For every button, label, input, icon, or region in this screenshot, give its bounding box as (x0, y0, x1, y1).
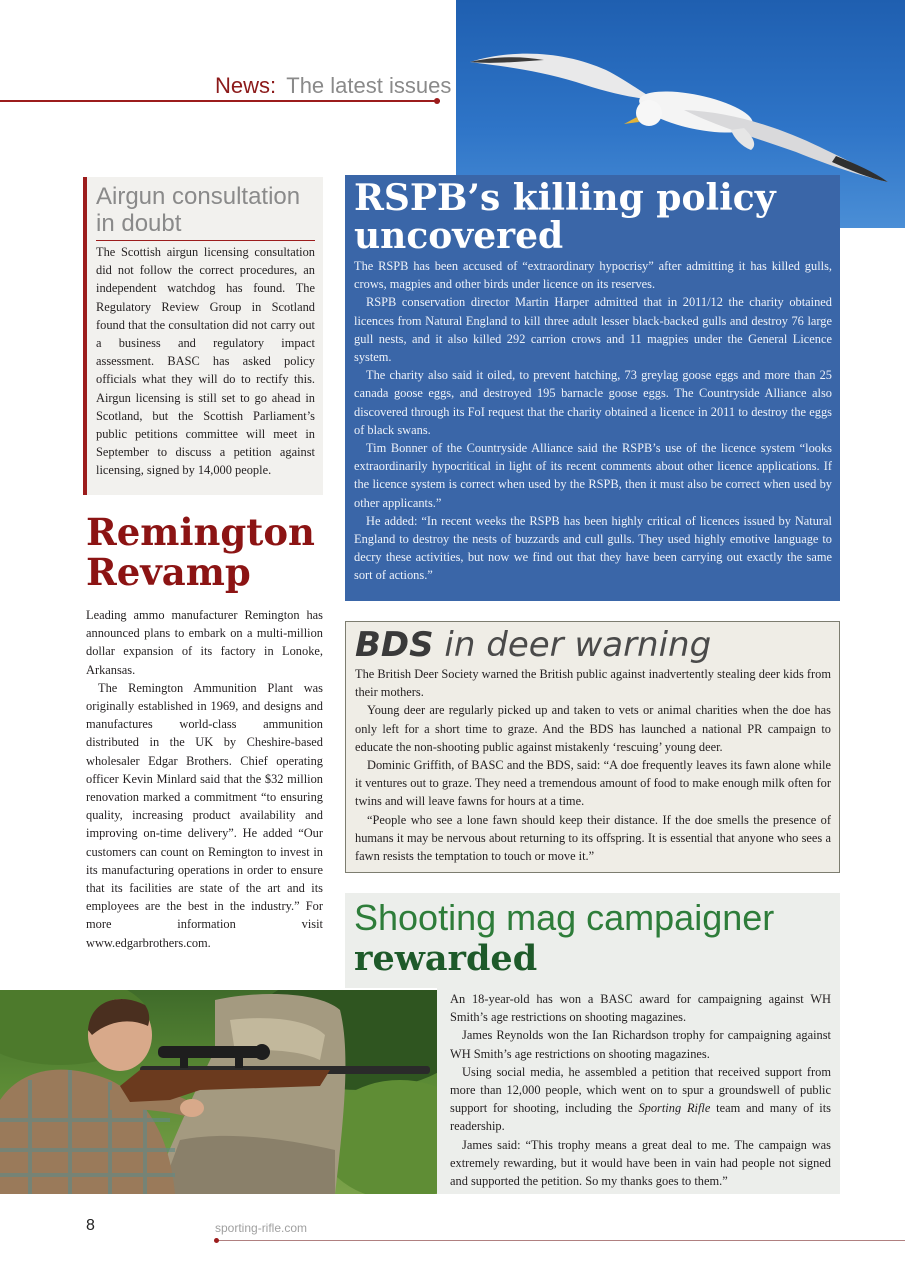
shooting-headline-line2: rewarded (354, 938, 538, 979)
shooting-p3-text: Using social media, he assembled a petition that received support from more than 12,000 people, which went on to spur a groundswell of public support for shooting, including the (450, 1064, 831, 1116)
airgun-headline: Airgun consultation in doubt (96, 183, 315, 241)
remington-headline-line1: Remington (86, 510, 315, 554)
bds-paragraph: Dominic Griffith, of BASC and the BDS, said: “A doe frequently leaves its fawn alone while it ventures out to graze. They need a tremendous amount of food to make enough milk often for twins and will leave fawns for hours at a time. (355, 758, 831, 809)
rspb-paragraph: Tim Bonner of the Countryside Alliance said the RSPB’s use of the licence system “looks extraordinarily hypocritical in light of its recent comments about other licence applications. If the licence system is correct when used by the RSPB, then it must also be correct when used by other applicants.” (354, 441, 832, 510)
rspb-paragraph: RSPB conservation director Martin Harper admitted that in 2011/12 the charity obtained licences from Natural England to kill three adult lesser black-backed gulls and destroy 76 large gull nests, and it also killed 292 carrion crows and 11 magpies under the General Licence system. (354, 295, 832, 365)
page-number: 8 (86, 1217, 95, 1234)
shooting-paragraph: James said: “This trophy means a great deal to me. The campaign was extremely rewarding, but it would have been in vain had people not signed and supported the petition. So my thanks goes to them.” (450, 1137, 831, 1189)
footer-divider-dot (214, 1238, 219, 1243)
rifle-shooter-photo (0, 990, 437, 1194)
header-divider-dot (434, 98, 440, 104)
rspb-paragraph: He added: “In recent weeks the RSPB has been highly critical of licences issued by Natural England to destroy the nests of buzzards and cull gulls. They used highly emotive language to decry these activities, but now we find out that they have been carrying out exactly the same sort of actions.” (354, 513, 832, 583)
bds-article (345, 621, 840, 873)
magazine-title: Sporting Rifle (638, 1101, 711, 1116)
rspb-body (354, 257, 832, 585)
shooting-p3-text-end: team and many of its readership. (450, 1101, 831, 1134)
shooting-paragraph: An 18-year-old has won a BASC award for campaigning against WH Smith’s age restrictions on shooting magazines. (450, 992, 831, 1025)
section-subtitle: The latest issues (286, 73, 452, 98)
rspb-paragraph: The charity also said it oiled, to prevent hatching, 73 greylag goose eggs and more than 25 canada goose eggs, and destroyed 195 barnacle goose eggs. The Countryside Alliance also discovered through its FoI request that the charity obtained a licence in 2011 to destroy the eggs of black swans. (354, 368, 832, 437)
header-divider (0, 100, 440, 102)
remington-paragraph: Leading ammo manufacturer Remington has announced plans to embark on a multi-million dollar expansion of its factory in Lonoke, Arkansas. (86, 608, 323, 677)
airgun-body: The Scottish airgun licensing consultation did not follow the correct procedures, an independent watchdog has found. The Regulatory Review Group in Scotland found that the consultation did not carry out a business and regulatory impact assessment. BASC has asked policy officials what they will do to rectify this. Airgun licensing is still set to go ahead in Scotland, but the Scottish Parliament’s public petitions committee will meet in September to discuss a petition against licensing, signed by 14,000 people. (96, 245, 315, 478)
remington-paragraph: The Remington Ammunition Plant was originally established in 1969, and designs and manufactures world-class ammunition distributed in the UK by Cheshire-based wholesaler Edgar Brothers. Chief operating officer Kevin Minlard said that the $32 million renovation marked a commitment “to ensuring quality, increasing product availability and improving on-time delivery”. He added “Our customers can count on Remington to invest in its manufacturing operations in order to ensure that its facilities are state of the art and its employees are the best in the industry.” For more information visit www.edgarbrothers.com. (86, 680, 323, 950)
bds-paragraph: The British Deer Society warned the British public against inadvertently stealing deer kids from their mothers. (355, 667, 831, 700)
bds-body (355, 665, 831, 865)
rspb-article (345, 175, 840, 601)
shooting-headline-line1: Shooting mag campaigner (354, 897, 775, 938)
rspb-headline: RSPB’s killing policy uncovered (354, 177, 776, 257)
bds-paragraph: “People who see a lone fawn should keep their distance. If the doe smells the presence of humans it may be nervous about returning to its offspring. It is essential that anyone who sees a fawn resists the temptation to touch or move it.” (355, 812, 831, 864)
airgun-article (83, 177, 323, 495)
section-label (215, 72, 451, 100)
rifle-shooter-illustration (0, 990, 437, 1194)
shooting-header (345, 893, 840, 988)
bds-headline-acronym: BDS (355, 625, 434, 665)
remington-body (86, 606, 323, 952)
remington-headline-line2: Revamp (86, 550, 251, 594)
shooting-body (437, 988, 840, 1194)
bds-headline-rest: in deer warning (433, 625, 712, 665)
section-name: News: (215, 73, 277, 98)
bds-headline (355, 625, 831, 665)
footer-divider (215, 1240, 905, 1241)
rspb-paragraph: The RSPB has been accused of “extraordinary hypocrisy” after admitting it has killed gulls, crows, magpies and other birds under licence on its reserves. (354, 259, 832, 292)
shooting-paragraph (450, 1063, 831, 1136)
remington-headline (86, 512, 326, 592)
shooting-paragraph: James Reynolds won the Ian Richardson trophy for campaigning against WH Smith’s age restrictions on shooting magazines. (450, 1028, 831, 1061)
footer-site: sporting-rifle.com (215, 1221, 308, 1235)
bds-paragraph: Young deer are regularly picked up and taken to vets or animal charities when the doe has only left for a short time to graze. And the BDS has launched a national PR campaign to educate the non-shooting public against mistakenly ‘rescuing’ young deer. (355, 703, 831, 754)
